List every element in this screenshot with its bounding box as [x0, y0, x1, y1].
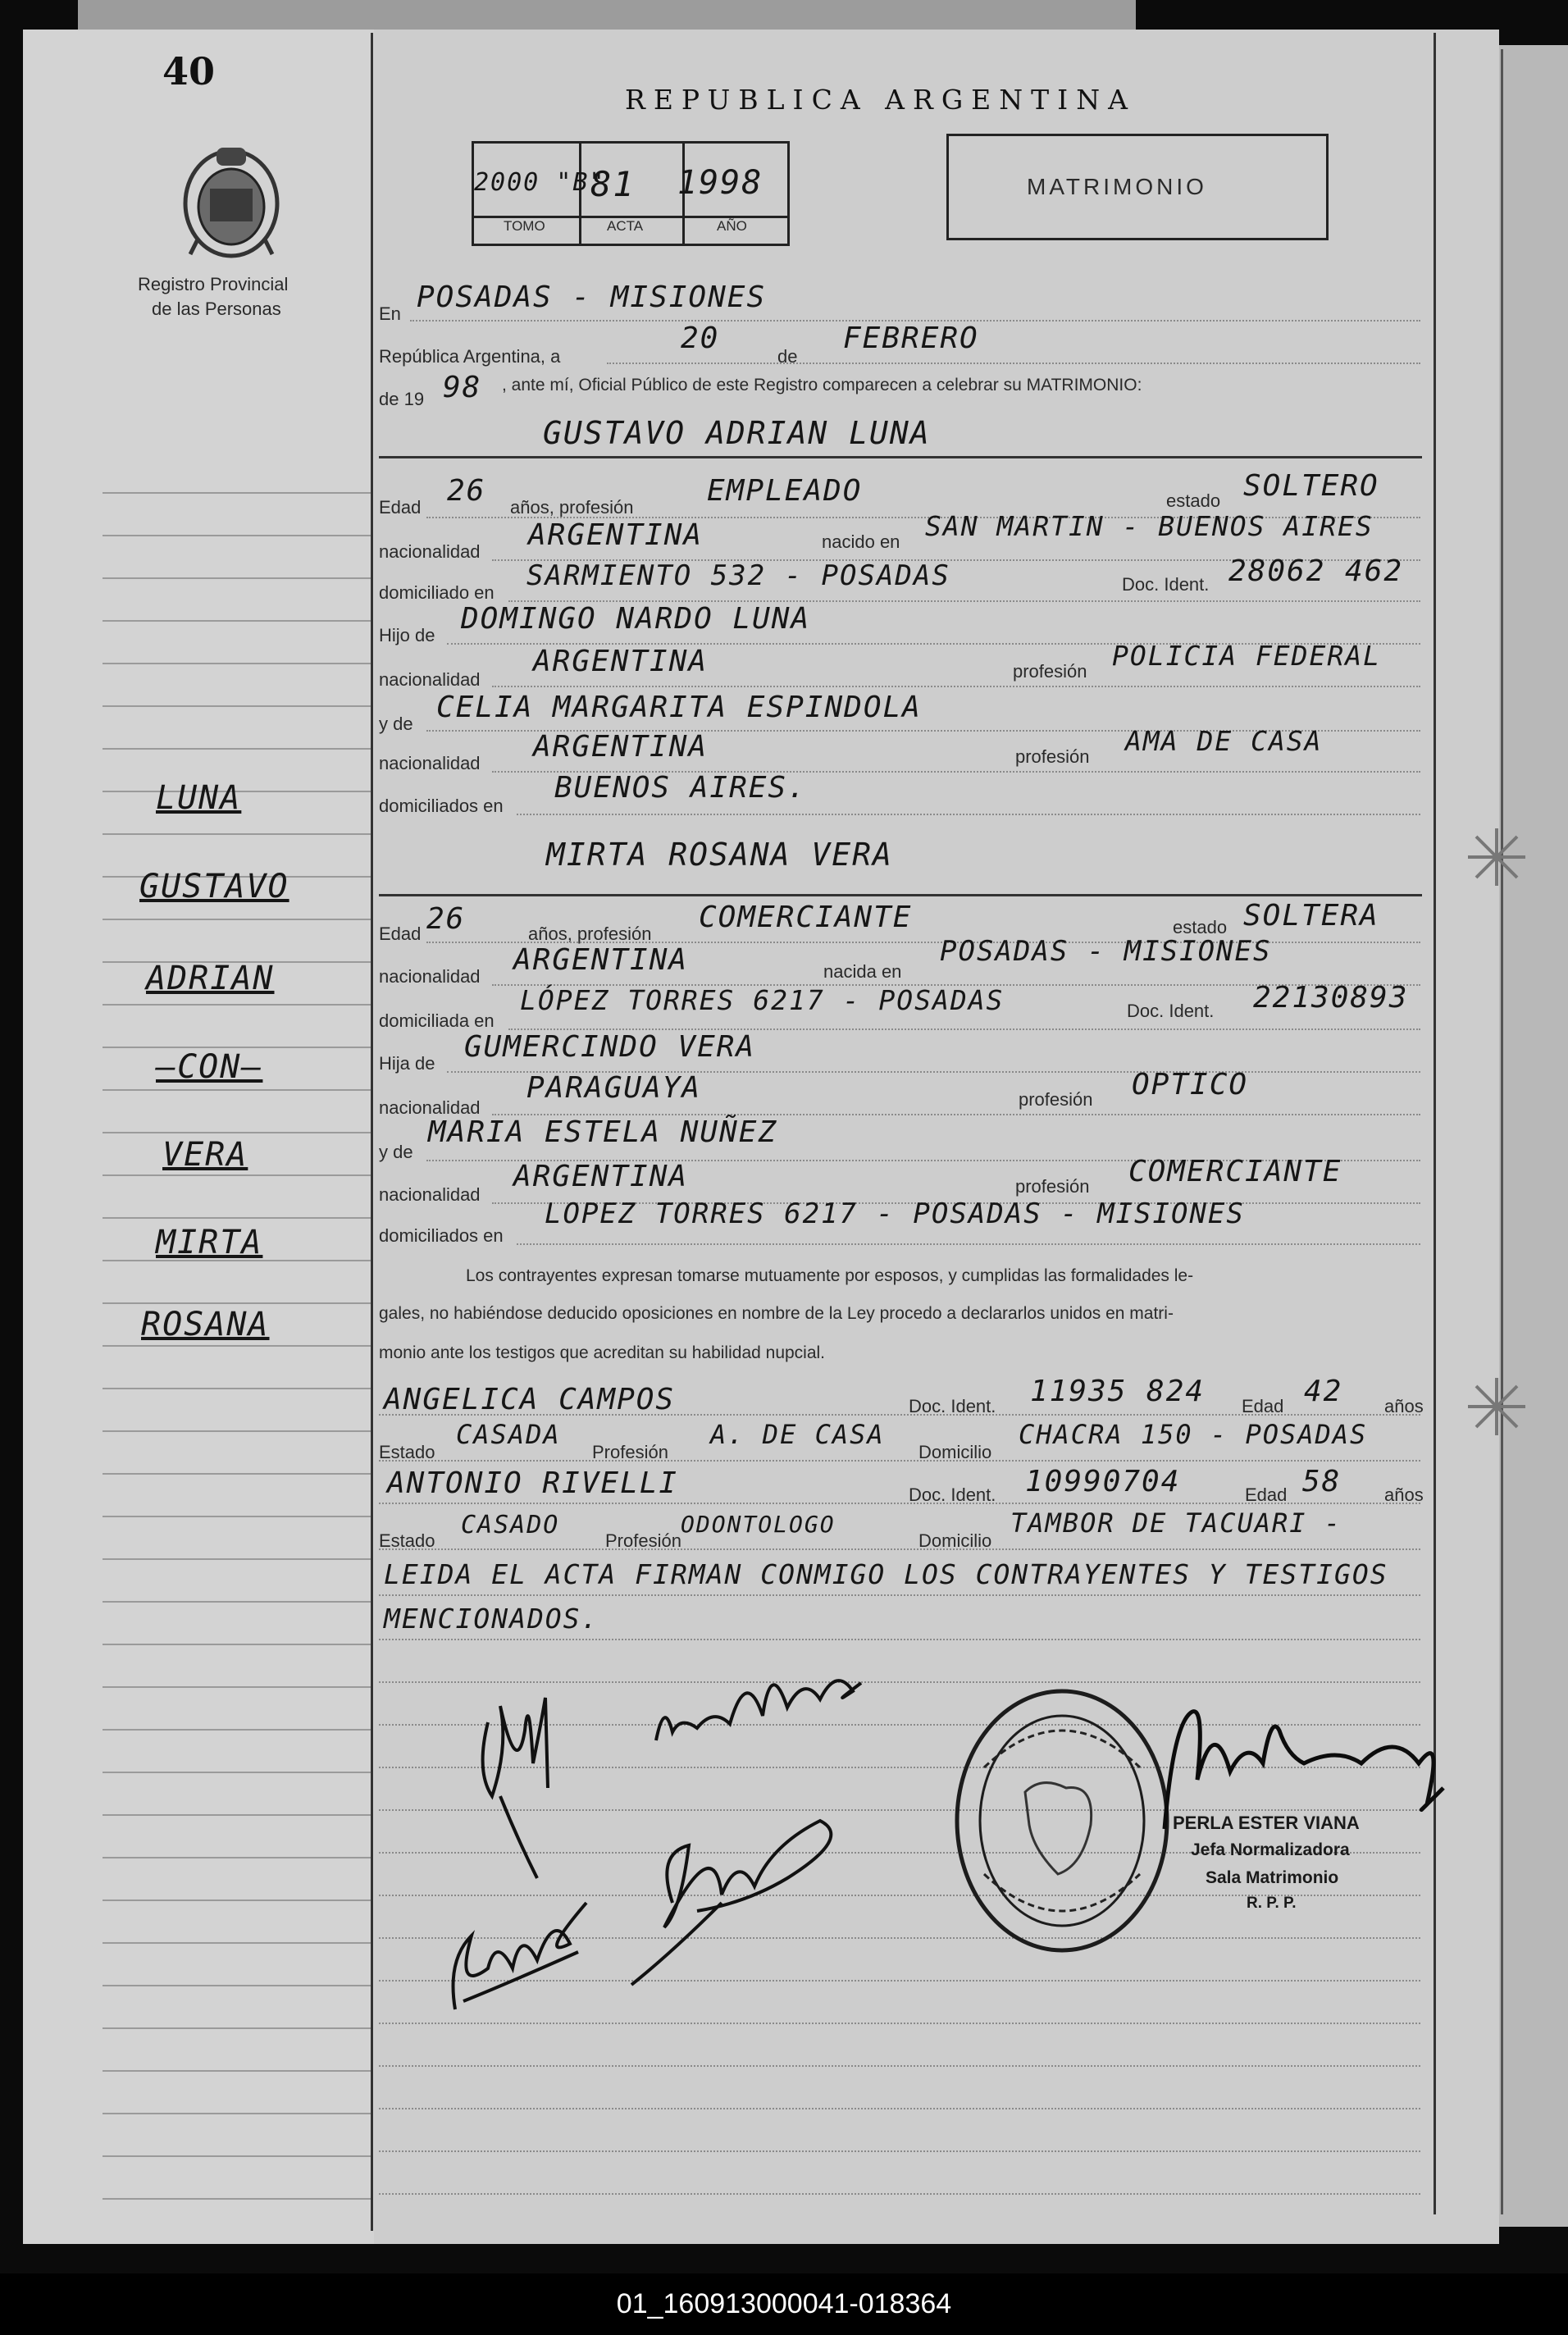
- groom-profession: EMPLEADO: [707, 474, 863, 508]
- groom-father-nationality-line: [492, 686, 1420, 687]
- bride-name: MIRTA ROSANA VERA: [546, 837, 893, 873]
- ano-value: 1998: [677, 164, 763, 202]
- witness1-profession: A. DE CASA: [710, 1419, 885, 1450]
- official-stamp: [951, 1685, 1173, 1956]
- bride-parents-address: LOPEZ TORRES 6217 - POSADAS - MISIONES: [545, 1197, 1245, 1230]
- en-label: En: [379, 303, 401, 324]
- witness2-name-line: [379, 1503, 1420, 1504]
- witness1-edad-label: Edad: [1242, 1396, 1284, 1416]
- bride-doc: 22130893: [1253, 981, 1409, 1015]
- bride-mother-profesion-label: profesión: [1015, 1176, 1090, 1197]
- comparecen-text: , ante mí, Oficial Público de este Registro comparecen a celebrar su MATRIMONIO:: [502, 376, 1142, 394]
- witness1-address: CHACRA 150 - POSADAS: [1019, 1419, 1368, 1450]
- groom-nacionalidad-label: nacionalidad: [379, 541, 481, 562]
- bride-mother-nacionalidad-label: nacionalidad: [379, 1184, 481, 1205]
- groom-domiciliado-label: domiciliado en: [379, 582, 495, 603]
- margin-rule: [103, 2113, 373, 2114]
- groom-birthplace: SAN MARTIN - BUENOS AIRES: [925, 510, 1374, 542]
- left-column-divider: [371, 33, 373, 2231]
- witness2-address: TAMBOR DE TACUARI -: [1010, 1507, 1342, 1539]
- margin-rule: [103, 1899, 373, 1901]
- margin-rule: [103, 1772, 373, 1773]
- bride-age: 26: [426, 902, 466, 936]
- acta-value: 81: [590, 164, 636, 204]
- witness1-name: ANGELICA CAMPOS: [384, 1383, 676, 1416]
- margin-rule: [103, 919, 373, 920]
- witness2-anos-label: años: [1384, 1484, 1424, 1505]
- groom-address: SARMIENTO 532 - POSADAS: [526, 559, 950, 592]
- groom-doc: 28062 462: [1228, 554, 1404, 588]
- bride-father-profesion-label: profesión: [1019, 1089, 1093, 1110]
- margin-rule: [103, 1345, 373, 1347]
- witness1-anos-label: años: [1384, 1396, 1424, 1416]
- witness2-doc: 10990704: [1025, 1465, 1181, 1498]
- ano-label: AÑO: [717, 218, 747, 234]
- margin-rule: [103, 1985, 373, 1986]
- country-title: REPUBLICA ARGENTINA: [625, 84, 1136, 116]
- margin-name-line: ROSANA: [141, 1306, 270, 1343]
- margin-name-line: MIRTA: [156, 1224, 263, 1261]
- margin-rule: [103, 1857, 373, 1858]
- margin-rule: [103, 1558, 373, 1560]
- witness1-doc-label: Doc. Ident.: [909, 1396, 996, 1416]
- witness2-edad-label: Edad: [1245, 1484, 1288, 1505]
- groom-father-nationality: ARGENTINA: [533, 645, 709, 678]
- groom-father-nacionalidad-label: nacionalidad: [379, 669, 481, 690]
- bride-father-nacionalidad-label: nacionalidad: [379, 1097, 481, 1118]
- margin-name-line: GUSTAVO: [139, 868, 289, 905]
- witness1-name-line: [379, 1414, 1420, 1416]
- margin-rule: [103, 2027, 373, 2029]
- margin-rule: [103, 1174, 373, 1176]
- margin-rule: [103, 1217, 373, 1219]
- margin-rule: [103, 492, 373, 494]
- margin-rule: [103, 577, 373, 579]
- image-code-footer: 01_160913000041-018364: [0, 2273, 1568, 2335]
- bride-mother: MARIA ESTELA NUÑEZ: [428, 1115, 778, 1149]
- margin-name-line: —CON—: [156, 1048, 263, 1086]
- bride-mother-nationality: ARGENTINA: [513, 1160, 689, 1193]
- groom-mother-nationality: ARGENTINA: [533, 730, 709, 764]
- witness2-profesion-label: Profesión: [605, 1530, 681, 1551]
- witness2-name: ANTONIO RIVELLI: [387, 1466, 679, 1500]
- margin-rule: [103, 2155, 373, 2157]
- closing-line-2: MENCIONADOS.: [384, 1603, 599, 1635]
- acta-label: ACTA: [607, 218, 644, 234]
- witness1-estado-label: Estado: [379, 1442, 435, 1462]
- groom-estado-label: estado: [1166, 490, 1221, 511]
- bride-nacionalidad-label: nacionalidad: [379, 966, 481, 987]
- coat-of-arms-icon: [174, 139, 289, 262]
- official-agency: R. P. P.: [1247, 1895, 1297, 1912]
- binding-line: [1501, 49, 1503, 2214]
- year-prefix: de 19: [379, 389, 425, 409]
- bride-anos-profesion-label: años, profesión: [528, 924, 652, 944]
- margin-rule: [103, 1729, 373, 1731]
- margin-rule: [103, 1388, 373, 1389]
- bride-father: GUMERCINDO VERA: [464, 1030, 756, 1064]
- bride-y-de-label: y de: [379, 1142, 413, 1162]
- margin-rule: [103, 535, 373, 536]
- witness1-profesion-label: Profesión: [592, 1442, 668, 1462]
- margin-rule: [103, 748, 373, 750]
- witness2-age: 58: [1302, 1465, 1342, 1498]
- witness1-signature: [623, 1796, 869, 1993]
- witness1-doc: 11935 824: [1030, 1375, 1206, 1408]
- groom-edad-label: Edad: [379, 497, 422, 518]
- closing-line-2-rule: [379, 1639, 1420, 1640]
- bride-mother-profession: COMERCIANTE: [1128, 1155, 1342, 1188]
- groom-parents-address: BUENOS AIRES.: [554, 771, 807, 805]
- margin-rule: [103, 1942, 373, 1944]
- groom-parents-address-line: [517, 814, 1420, 815]
- witness2-profession: ODONTOLOGO: [681, 1511, 836, 1538]
- bride-estado-label: estado: [1173, 917, 1228, 937]
- official-name: PERLA ESTER VIANA: [1173, 1813, 1360, 1833]
- bride-domiciliada-label: domiciliada en: [379, 1010, 495, 1031]
- margin-rule: [103, 1644, 373, 1645]
- bride-address: LÓPEZ TORRES 6217 - POSADAS: [520, 984, 1005, 1016]
- bride-father-nationality: PARAGUAYA: [526, 1071, 702, 1105]
- closing-line-1: LEIDA EL ACTA FIRMAN CONMIGO LOS CONTRAYENTES Y TESTIGOS: [384, 1558, 1388, 1590]
- margin-rule: [103, 1089, 373, 1091]
- groom-mother-profesion-label: profesión: [1015, 746, 1090, 767]
- witness1-age: 42: [1304, 1375, 1343, 1408]
- year-suffix: 98: [443, 371, 482, 404]
- act-type-label: MATRIMONIO: [1027, 174, 1207, 199]
- groom-anos-profesion-label: años, profesión: [510, 497, 634, 518]
- place-value: POSADAS - MISIONES: [417, 280, 767, 314]
- bride-parents-address-line: [517, 1243, 1420, 1245]
- de-label: de: [777, 346, 798, 367]
- margin-name-line: LUNA: [156, 779, 242, 817]
- groom-mother-profession: AMA DE CASA: [1125, 725, 1323, 757]
- margin-rule: [103, 1516, 373, 1517]
- registry-name-line1: Registro Provincial: [138, 274, 289, 294]
- date-line: [607, 363, 1420, 364]
- declaration-line-2: gales, no habiéndose deducido oposiciones en nombre de la Ley procedo a declararlos unidos en matri-: [379, 1304, 1174, 1323]
- margin-rule: [103, 1601, 373, 1603]
- bride-nacida-label: nacida en: [823, 961, 902, 982]
- margin-rule: [103, 1004, 373, 1006]
- margin-name-line: ADRIAN: [146, 960, 275, 997]
- groom-father-profesion-label: profesión: [1013, 661, 1087, 682]
- bride-birthplace: POSADAS - MISIONES: [940, 935, 1272, 968]
- body-rule: [379, 2065, 1420, 2067]
- closing-line-1-rule: [379, 1594, 1420, 1596]
- margin-rule: [103, 1430, 373, 1432]
- witness2-estado-label: Estado: [379, 1530, 435, 1551]
- month-value: FEBRERO: [843, 322, 979, 355]
- bride-father-profession: OPTICO: [1132, 1068, 1249, 1101]
- margin-rule: [103, 1814, 373, 1816]
- official-office: Sala Matrimonio: [1206, 1868, 1339, 1887]
- groom-father: DOMINGO NARDO LUNA: [461, 602, 811, 636]
- groom-mother-nacionalidad-label: nacionalidad: [379, 753, 481, 773]
- bride-name-rule: [379, 894, 1422, 896]
- margin-rule: [103, 1132, 373, 1133]
- bride-domiciliados-label: domiciliados en: [379, 1225, 504, 1246]
- groom-nacido-label: nacido en: [822, 531, 900, 552]
- witness2-signature: [439, 1886, 603, 2018]
- page-number: 40: [162, 49, 216, 93]
- groom-doc-label: Doc. Ident.: [1122, 574, 1210, 595]
- bride-civil-status: SOLTERA: [1243, 899, 1379, 933]
- margin-rule: [103, 705, 373, 707]
- official-title: Jefa Normalizadora: [1191, 1840, 1350, 1859]
- binding-stitch-icon: [1460, 820, 1534, 894]
- right-margin-line: [1434, 33, 1436, 2214]
- witness2-doc-label: Doc. Ident.: [909, 1484, 996, 1505]
- declaration-line-3: monio ante los testigos que acreditan su habilidad nupcial.: [379, 1343, 826, 1362]
- bride-edad-label: Edad: [379, 924, 422, 944]
- groom-signature: [467, 1673, 599, 1886]
- groom-mother: CELIA MARGARITA ESPINDOLA: [436, 691, 922, 724]
- bride-profession: COMERCIANTE: [699, 901, 913, 934]
- groom-domiciliados-label: domiciliados en: [379, 796, 504, 816]
- margin-name-line: VERA: [162, 1136, 248, 1174]
- groom-age: 26: [447, 474, 486, 508]
- declaration-line-1: Los contrayentes expresan tomarse mutuamente por esposos, y cumplidas las formalidades le-: [466, 1266, 1194, 1285]
- body-rule: [379, 2108, 1420, 2109]
- groom-nationality: ARGENTINA: [528, 518, 704, 552]
- republica-label: República Argentina, a: [379, 346, 561, 367]
- body-rule: [379, 2150, 1420, 2152]
- groom-civil-status: SOLTERO: [1243, 469, 1379, 503]
- day-value: 20: [681, 322, 720, 355]
- bride-doc-label: Doc. Ident.: [1127, 1001, 1215, 1021]
- tomo-label: TOMO: [504, 218, 545, 234]
- margin-rule: [103, 620, 373, 622]
- groom-hijo-label: Hijo de: [379, 625, 435, 645]
- body-rule: [379, 2023, 1420, 2024]
- witness1-domicilio-label: Domicilio: [918, 1442, 992, 1462]
- bride-signature: [648, 1650, 877, 1757]
- groom-father-profession: POLICIA FEDERAL: [1112, 640, 1382, 672]
- registry-name-line2: de las Personas: [152, 299, 281, 319]
- margin-rule: [103, 663, 373, 664]
- margin-rule: [103, 833, 373, 835]
- bride-nationality: ARGENTINA: [513, 943, 689, 977]
- margin-rule: [103, 1473, 373, 1475]
- witness2-details-line: [379, 1548, 1420, 1550]
- binding-stitch-icon: [1460, 1370, 1534, 1443]
- bride-hija-label: Hija de: [379, 1053, 435, 1074]
- witness1-details-line: [379, 1460, 1420, 1462]
- groom-y-de-label: y de: [379, 714, 413, 734]
- margin-rule: [103, 1302, 373, 1304]
- witness2-domicilio-label: Domicilio: [918, 1530, 992, 1551]
- groom-name-rule: [379, 456, 1422, 458]
- tomo-value: 2000 "B": [474, 168, 606, 197]
- margin-rule: [103, 2198, 373, 2200]
- margin-rule: [103, 2070, 373, 2072]
- body-rule: [379, 2193, 1420, 2195]
- witness1-civil-status: CASADA: [456, 1419, 561, 1450]
- margin-rule: [103, 1686, 373, 1688]
- witness2-civil-status: CASADO: [461, 1511, 560, 1539]
- groom-name: GUSTAVO ADRIAN LUNA: [543, 415, 931, 451]
